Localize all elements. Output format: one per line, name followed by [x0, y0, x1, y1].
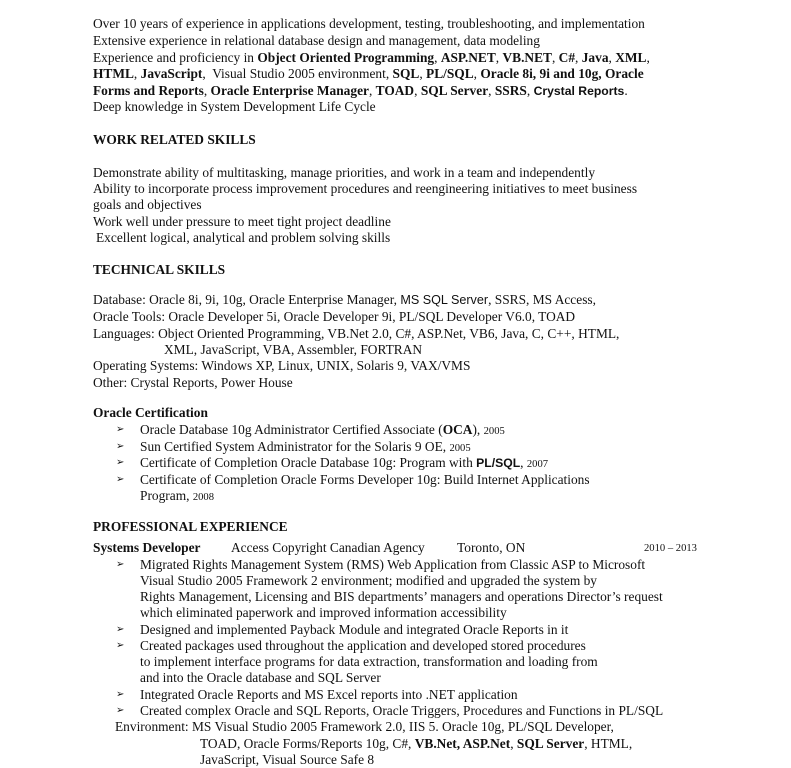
tech-other: Other: Crystal Reports, Power House: [93, 375, 293, 390]
job-bullet: Created packages used throughout the application and developed stored procedures: [140, 638, 586, 653]
work-skill-item: Excellent logical, analytical and problem solving skills: [96, 230, 391, 245]
cert-item: Oracle Database 10g Administrator Certified Associate (OCA), 2005: [140, 422, 505, 437]
tech-database: Database: Oracle 8i, 9i, 10g, Oracle Enterprise Manager, MS SQL Server, SSRS, MS Access,: [93, 292, 596, 307]
job-environment-cont: TOAD, Oracle Forms/Reports 10g, C#, VB.Net, ASP.Net, SQL Server, HTML,: [200, 736, 633, 751]
job-bullet-cont: and into the Oracle database and SQL Server: [140, 670, 381, 685]
job-bullet: Integrated Oracle Reports and MS Excel reports into .NET application: [140, 687, 518, 702]
cert-item-cont: Program, 2008: [140, 488, 214, 503]
job-bullet-cont: Visual Studio 2005 Framework 2 environment; modified and upgraded the system by: [140, 573, 598, 588]
summary-item: Deep knowledge in System Development Life Cycle: [93, 99, 376, 114]
job-location: Toronto, ON: [457, 540, 526, 555]
bullet-arrow-icon: ➢: [116, 424, 125, 435]
job-bullet: Created complex Oracle and SQL Reports, Oracle Triggers, Procedures and Functions in PL/SQL: [140, 703, 664, 718]
tech-languages-cont: XML, JavaScript, VBA, Assembler, FORTRAN: [164, 342, 423, 357]
job-company: Access Copyright Canadian Agency: [231, 540, 425, 555]
job-bullet-cont: to implement interface programs for data extraction, transformation and loading from: [140, 654, 598, 669]
bullet-arrow-icon: ➢: [116, 640, 125, 651]
section-heading-experience: PROFESSIONAL EXPERIENCE: [93, 519, 288, 534]
bullet-arrow-icon: ➢: [116, 624, 125, 635]
cert-item: Sun Certified System Administrator for the Solaris 9 OE, 2005: [140, 439, 471, 454]
job-bullet-cont: which eliminated paperwork and improved information accessibility: [140, 605, 507, 620]
summary-item: Extensive experience in relational database design and management, data modeling: [93, 33, 540, 48]
tech-languages: Languages: Object Oriented Programming, VB.Net 2.0, C#, ASP.Net, VB6, Java, C, C++, HTML,: [93, 326, 620, 341]
bullet-arrow-icon: ➢: [116, 441, 125, 452]
job-bullet-cont: Rights Management, Licensing and BIS departments’ managers and operations Director’s request: [140, 589, 663, 604]
job-title: Systems Developer: [93, 540, 201, 555]
summary-item: Over 10 years of experience in applications development, testing, troubleshooting, and implementation: [93, 16, 645, 31]
summary-proficiency-line-1: Experience and proficiency in Object Oriented Programming, ASP.NET, VB.NET, C#, Java, XML,: [93, 50, 650, 65]
cert-item: Certificate of Completion Oracle Forms Developer 10g: Build Internet Applications: [140, 472, 590, 487]
work-skill-item: Ability to incorporate process improvement procedures and reengineering initiatives to meet business: [93, 181, 638, 196]
section-heading-technical-skills: TECHNICAL SKILLS: [93, 262, 226, 277]
job-bullet: Migrated Rights Management System (RMS) Web Application from Classic ASP to Microsoft: [140, 557, 646, 572]
tech-operating-systems: Operating Systems: Windows XP, Linux, UNIX, Solaris 9, VAX/VMS: [93, 358, 471, 373]
section-heading-work-skills: WORK RELATED SKILLS: [93, 132, 256, 147]
bullet-arrow-icon: ➢: [116, 705, 125, 716]
job-environment-cont: JavaScript, Visual Source Safe 8: [200, 752, 375, 767]
bullet-arrow-icon: ➢: [116, 689, 125, 700]
work-skill-item: Work well under pressure to meet tight project deadline: [93, 214, 391, 229]
summary-proficiency-line-2: HTML, JavaScript, Visual Studio 2005 environment, SQL, PL/SQL, Oracle 8i, 9i and 10g, Oracle: [93, 66, 644, 81]
job-dates: 2010 – 2013: [644, 543, 697, 554]
job-environment: Environment: MS Visual Studio 2005 Framework 2.0, IIS 5. Oracle 10g, PL/SQL Developer,: [115, 719, 614, 734]
bullet-arrow-icon: ➢: [116, 474, 125, 485]
job-bullet: Designed and implemented Payback Module and integrated Oracle Reports in it: [140, 622, 569, 637]
work-skill-item: goals and objectives: [93, 197, 202, 212]
bullet-arrow-icon: ➢: [116, 457, 125, 468]
section-heading-certification: Oracle Certification: [93, 405, 208, 420]
bullet-arrow-icon: ➢: [116, 559, 125, 570]
tech-oracle-tools: Oracle Tools: Oracle Developer 5i, Oracle Developer 9i, PL/SQL Developer V6.0, TOAD: [93, 309, 576, 324]
summary-proficiency-line-3: Forms and Reports, Oracle Enterprise Manager, TOAD, SQL Server, SSRS, Crystal Reports.: [93, 83, 628, 98]
cert-item: Certificate of Completion Oracle Database 10g: Program with PL/SQL, 2007: [140, 455, 549, 470]
work-skill-item: Demonstrate ability of multitasking, manage priorities, and work in a team and independently: [93, 165, 596, 180]
